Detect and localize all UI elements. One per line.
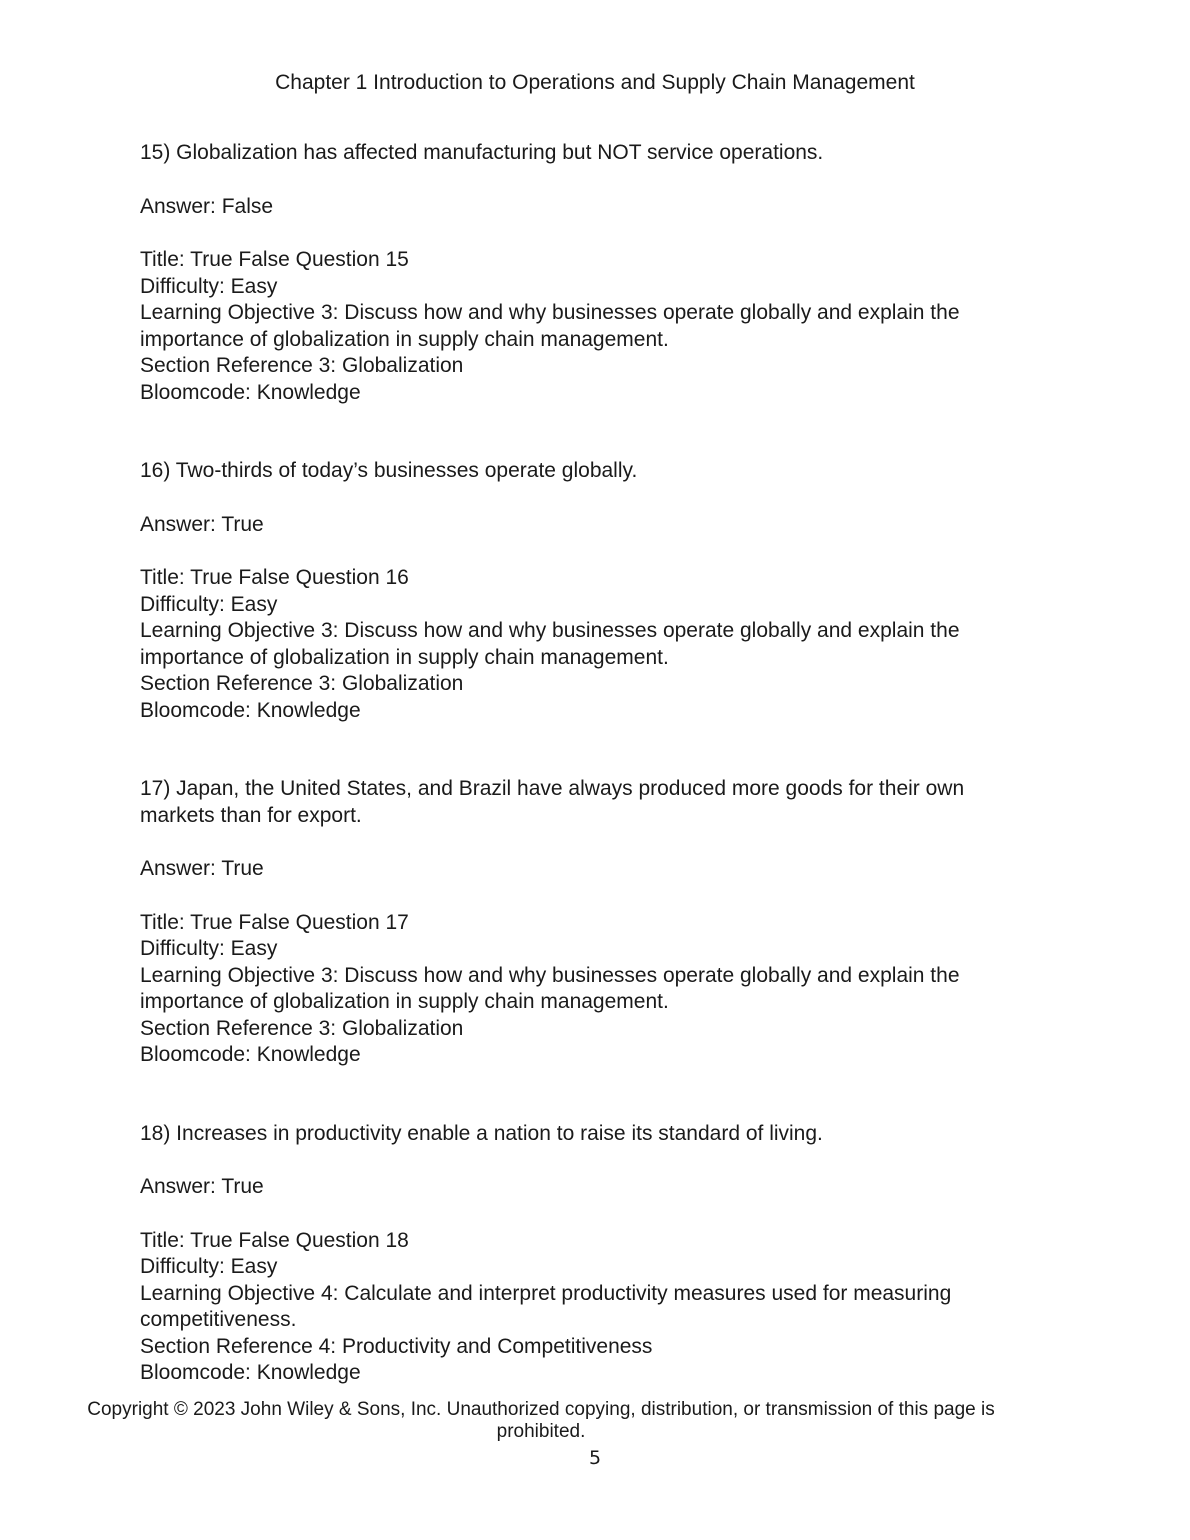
question-text: 18) Increases in productivity enable a nation to raise its standard of living. bbox=[140, 1121, 823, 1145]
question-title: Title: True False Question 18 bbox=[140, 1228, 409, 1252]
difficulty: Difficulty: Easy bbox=[140, 274, 278, 298]
section-reference: Section Reference 3: Globalization bbox=[140, 1016, 464, 1040]
question-block bbox=[140, 776, 1000, 1069]
difficulty: Difficulty: Easy bbox=[140, 592, 278, 616]
question-title: Title: True False Question 17 bbox=[140, 910, 409, 934]
bloomcode: Bloomcode: Knowledge bbox=[140, 698, 361, 722]
bloomcode: Bloomcode: Knowledge bbox=[140, 1043, 361, 1066]
bloomcode: Bloomcode: Knowledge bbox=[140, 1361, 361, 1384]
page-header: Chapter 1 Introduction to Operations and Supply Chain Management bbox=[275, 71, 915, 94]
learning-objective: Learning Objective 4: Calculate and interpret productivity measures used for measuring competitiveness. bbox=[140, 1281, 952, 1331]
section-reference: Section Reference 4: Productivity and Competitiveness bbox=[140, 1334, 653, 1358]
question-block bbox=[140, 458, 1000, 724]
learning-objective: Learning Objective 3: Discuss how and why businesses operate globally and explain the importance of globalization in supply chain management. bbox=[140, 301, 960, 351]
copyright-notice: Copyright © 2023 John Wiley & Sons, Inc. Unauthorized copying, distribution, or transmission of this page is prohibited. bbox=[87, 1399, 995, 1442]
question-block bbox=[140, 1121, 1000, 1387]
section-reference: Section Reference 3: Globalization bbox=[140, 672, 464, 695]
answer-text: Answer: True bbox=[140, 512, 264, 536]
question-block bbox=[140, 140, 1000, 406]
difficulty: Difficulty: Easy bbox=[140, 1255, 278, 1278]
learning-objective: Learning Objective 3: Discuss how and why businesses operate globally and explain the importance of globalization in supply chain management. bbox=[140, 963, 960, 1013]
question-title: Title: True False Question 15 bbox=[140, 248, 409, 271]
difficulty: Difficulty: Easy bbox=[140, 937, 278, 960]
page-number: 5 bbox=[588, 1447, 602, 1469]
bloomcode: Bloomcode: Knowledge bbox=[140, 380, 361, 404]
question-text: 16) Two-thirds of today’s businesses operate globally. bbox=[140, 459, 638, 482]
question-text: 17) Japan, the United States, and Brazil have always produced more goods for their own markets than for export. bbox=[140, 777, 965, 827]
question-title: Title: True False Question 16 bbox=[140, 566, 409, 589]
answer-text: Answer: True bbox=[140, 1175, 264, 1198]
learning-objective: Learning Objective 3: Discuss how and why businesses operate globally and explain the importance of globalization in supply chain management. bbox=[140, 619, 960, 669]
question-list bbox=[140, 140, 1000, 1387]
question-text: 15) Globalization has affected manufacturing but NOT service operations. bbox=[140, 141, 824, 164]
answer-text: Answer: False bbox=[140, 194, 274, 218]
answer-text: Answer: True bbox=[140, 857, 264, 880]
section-reference: Section Reference 3: Globalization bbox=[140, 354, 464, 377]
